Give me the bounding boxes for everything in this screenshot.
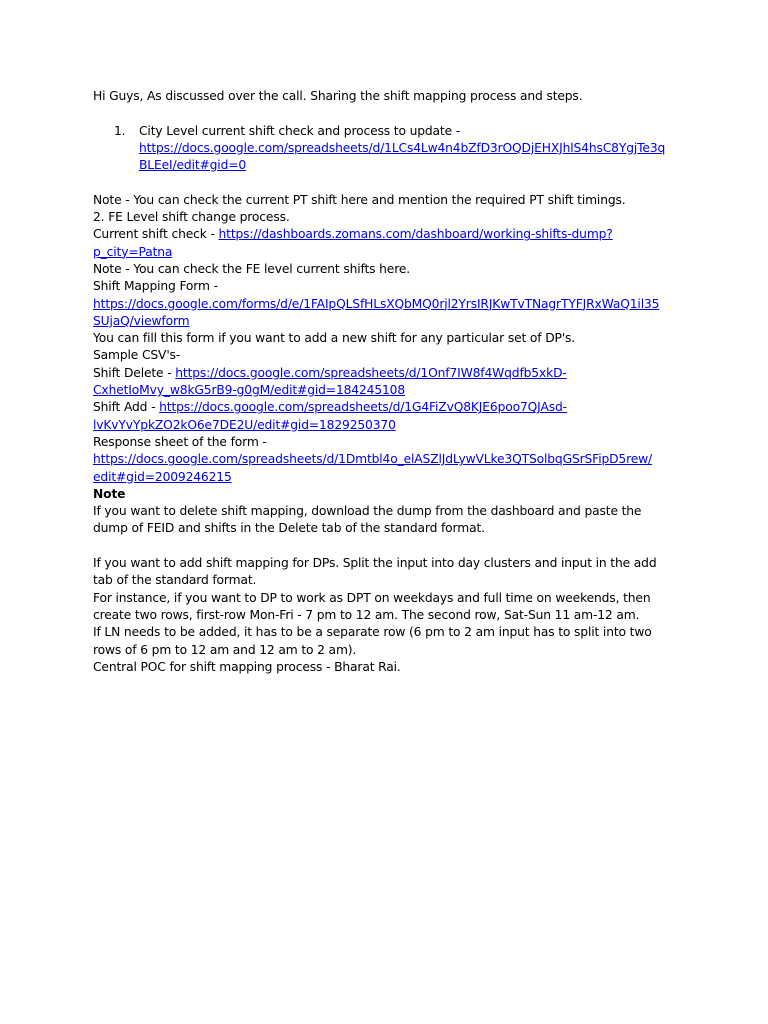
current-shift-row <box>93 226 678 243</box>
spacer <box>93 538 678 555</box>
note-heading: Note <box>93 486 126 501</box>
document-body <box>93 88 678 676</box>
shift-delete-link-cont[interactable]: CxhetIoMvy_w8kG5rB9-g0gM/edit#gid=184245108 <box>93 383 406 398</box>
current-shift-link[interactable]: https://dashboards.zomans.com/dashboard/working-shifts-dump? <box>218 227 613 242</box>
shift-delete-label: Shift Delete - <box>93 365 176 380</box>
list-item-city-level <box>93 123 678 175</box>
shift-add-link[interactable]: https://docs.google.com/spreadsheets/d/1G4FiZvQ8KJE6poo7QJAsd- <box>159 400 567 415</box>
delete-para-line: dump of FEID and shifts in the Delete tab of the standard format. <box>93 521 485 536</box>
spacer <box>93 174 678 191</box>
central-poc-text: Central POC for shift mapping process - Bharat Rai. <box>93 659 401 674</box>
city-level-link-cont[interactable]: BLEeI/edit#gid=0 <box>139 158 247 173</box>
shift-mapping-form-label: Shift Mapping Form - <box>93 279 218 294</box>
greeting-text: Hi Guys, As discussed over the call. Sharing the shift mapping process and steps. <box>93 89 583 103</box>
current-shift-link-cont[interactable]: p_city=Patna <box>93 244 173 259</box>
shift-mapping-form-link-cont[interactable]: SUjaQ/viewform <box>93 313 190 328</box>
add-para-line: If you want to add shift mapping for DPs. Split the input into day clusters and input in the add <box>93 556 657 571</box>
sample-csv-label: Sample CSV's- <box>93 348 181 363</box>
add-para-line: create two rows, first-row Mon-Fri - 7 pm to 12 am. The second row, Sat-Sun 11 am-12 am. <box>93 607 640 622</box>
fill-form-text: You can fill this form if you want to add a new shift for any particular set of DP's. <box>93 331 576 346</box>
shift-delete-link[interactable]: https://docs.google.com/spreadsheets/d/1Onf7IW8f4Wqdfb5xkD- <box>175 365 567 380</box>
spacer <box>93 105 678 122</box>
shift-add-row <box>93 399 678 416</box>
note-fe-level: Note - You can check the FE level current shifts here. <box>93 261 411 276</box>
fe-process-heading: 2. FE Level shift change process. <box>93 210 290 225</box>
add-para-line: rows of 6 pm to 12 am and 12 am to 2 am). <box>93 642 357 657</box>
city-level-link[interactable]: https://docs.google.com/spreadsheets/d/1LCs4Lw4n4bZfD3rOQDjEHXJhlS4hsC8YgjTe3q <box>139 140 666 155</box>
add-para-line: If LN needs to be added, it has to be a separate row (6 pm to 2 am input has to split into two <box>93 625 652 640</box>
shift-delete-row <box>93 365 678 382</box>
add-para-line: For instance, if you want to DP to work as DPT on weekdays and full time on weekends, then <box>93 590 651 605</box>
shift-add-link-cont[interactable]: lvKvYvYpkZO2kO6e7DE2U/edit#gid=1829250370 <box>93 417 396 432</box>
city-level-text: City Level current shift check and process to update - <box>139 123 461 138</box>
shift-add-label: Shift Add - <box>93 400 160 415</box>
response-sheet-link[interactable]: https://docs.google.com/spreadsheets/d/1Dmtbl4o_elASZlJdLywVLke3QTSolbqGSrSFipD5rew/ <box>93 452 653 467</box>
response-sheet-link-cont[interactable]: edit#gid=2009246215 <box>93 469 232 484</box>
delete-para-line: If you want to delete shift mapping, download the dump from the dashboard and paste the <box>93 504 642 519</box>
shift-mapping-form-link[interactable]: https://docs.google.com/forms/d/e/1FAIpQLSfHLsXQbMQ0rjl2YrsIRJKwTvTNagrTYFJRxWaQ1il35 <box>93 296 660 311</box>
current-shift-label: Current shift check - <box>93 227 219 242</box>
list-number: 1. <box>114 123 126 138</box>
response-sheet-label: Response sheet of the form - <box>93 434 267 449</box>
note-pt-shift: Note - You can check the current PT shift here and mention the required PT shift timings. <box>93 192 626 207</box>
add-para-line: tab of the standard format. <box>93 573 257 588</box>
